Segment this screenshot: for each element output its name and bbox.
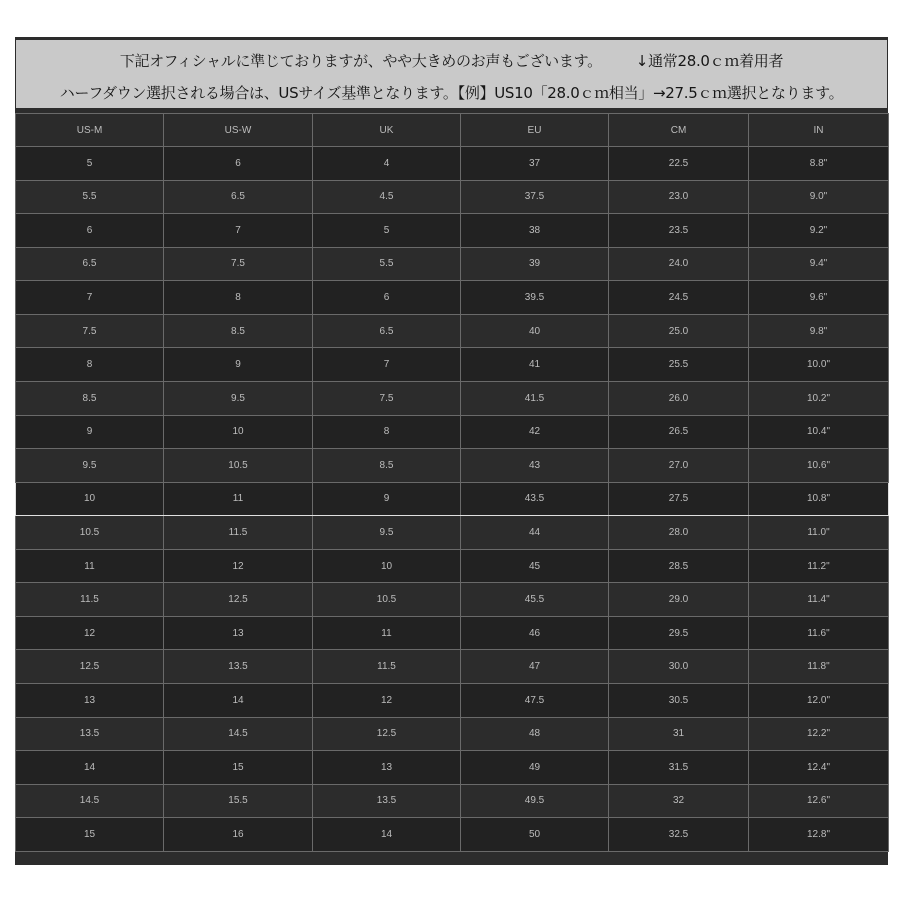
header-us-w: US-W <box>164 114 313 147</box>
cell-in: 9.4" <box>749 247 889 281</box>
cell-uk: 7.5 <box>313 381 461 415</box>
cell-uk: 6.5 <box>313 314 461 348</box>
table-row <box>16 616 889 650</box>
cell-eu: 49 <box>461 751 609 785</box>
size-notice-banner <box>16 40 887 108</box>
cell-us-w: 8 <box>164 281 313 315</box>
cell-in: 11.4" <box>749 583 889 617</box>
cell-us-m: 12 <box>16 616 164 650</box>
notice-line-2: ハーフダウン選択される場合は、USサイズ基準となります。【例】US10「28.0ｃｍ相当」→27.5ｃｍ選択となります。 <box>59 84 844 102</box>
cell-cm: 32.5 <box>609 818 749 852</box>
cell-us-w: 16 <box>164 818 313 852</box>
cell-in: 12.0" <box>749 684 889 718</box>
cell-us-w: 12.5 <box>164 583 313 617</box>
cell-uk: 12 <box>313 684 461 718</box>
cell-eu: 41 <box>461 348 609 382</box>
cell-us-m: 12.5 <box>16 650 164 684</box>
cell-uk: 12.5 <box>313 717 461 751</box>
table-row <box>16 381 889 415</box>
cell-in: 11.8" <box>749 650 889 684</box>
table-row <box>16 717 889 751</box>
cell-in: 9.2" <box>749 214 889 248</box>
cell-us-w: 6 <box>164 147 313 181</box>
cell-us-w: 8.5 <box>164 314 313 348</box>
cell-us-m: 9.5 <box>16 449 164 483</box>
table-row <box>16 314 889 348</box>
cell-uk: 4 <box>313 147 461 181</box>
cell-in: 11.6" <box>749 616 889 650</box>
cell-eu: 49.5 <box>461 784 609 818</box>
cell-in: 10.6" <box>749 449 889 483</box>
cell-uk: 13 <box>313 751 461 785</box>
cell-cm: 24.0 <box>609 247 749 281</box>
cell-us-m: 13.5 <box>16 717 164 751</box>
header-cm: CM <box>609 114 749 147</box>
cell-uk: 9.5 <box>313 516 461 550</box>
cell-cm: 25.0 <box>609 314 749 348</box>
cell-in: 10.4" <box>749 415 889 449</box>
cell-eu: 48 <box>461 717 609 751</box>
cell-uk: 4.5 <box>313 180 461 214</box>
cell-uk: 5.5 <box>313 247 461 281</box>
cell-cm: 29.0 <box>609 583 749 617</box>
cell-cm: 27.0 <box>609 449 749 483</box>
cell-us-m: 13 <box>16 684 164 718</box>
cell-in: 9.8" <box>749 314 889 348</box>
cell-cm: 32 <box>609 784 749 818</box>
cell-us-w: 9 <box>164 348 313 382</box>
cell-us-m: 11.5 <box>16 583 164 617</box>
cell-in: 9.6" <box>749 281 889 315</box>
table-row <box>16 214 889 248</box>
size-table-body <box>16 147 889 852</box>
cell-us-m: 8.5 <box>16 381 164 415</box>
notice-text: 下記オフィシャルに準じておりますが、やや大きめのお声もございます。 <box>119 52 602 70</box>
cell-eu: 44 <box>461 516 609 550</box>
cell-cm: 26.5 <box>609 415 749 449</box>
cell-uk: 11.5 <box>313 650 461 684</box>
cell-us-w: 13.5 <box>164 650 313 684</box>
cell-eu: 37 <box>461 147 609 181</box>
cell-us-m: 7 <box>16 281 164 315</box>
cell-eu: 37.5 <box>461 180 609 214</box>
cell-us-m: 11 <box>16 549 164 583</box>
cell-uk: 14 <box>313 818 461 852</box>
cell-eu: 50 <box>461 818 609 852</box>
cell-in: 11.0" <box>749 516 889 550</box>
cell-eu: 46 <box>461 616 609 650</box>
cell-in: 12.8" <box>749 818 889 852</box>
table-row <box>16 751 889 785</box>
cell-eu: 47.5 <box>461 684 609 718</box>
cell-us-m: 6.5 <box>16 247 164 281</box>
cell-cm: 30.5 <box>609 684 749 718</box>
cell-us-w: 10 <box>164 415 313 449</box>
cell-eu: 41.5 <box>461 381 609 415</box>
cell-in: 12.6" <box>749 784 889 818</box>
cell-cm: 22.5 <box>609 147 749 181</box>
table-row <box>16 449 889 483</box>
cell-cm: 28.5 <box>609 549 749 583</box>
cell-uk: 11 <box>313 616 461 650</box>
cell-eu: 39 <box>461 247 609 281</box>
header-us-m: US-M <box>16 114 164 147</box>
cell-us-m: 15 <box>16 818 164 852</box>
header-eu: EU <box>461 114 609 147</box>
cell-uk: 10.5 <box>313 583 461 617</box>
cell-uk: 9 <box>313 482 461 516</box>
table-row <box>16 180 889 214</box>
cell-in: 11.2" <box>749 549 889 583</box>
cell-eu: 43.5 <box>461 482 609 516</box>
cell-us-w: 6.5 <box>164 180 313 214</box>
table-row <box>16 482 889 516</box>
cell-us-m: 9 <box>16 415 164 449</box>
cell-eu: 47 <box>461 650 609 684</box>
table-row <box>16 516 889 550</box>
cell-us-w: 9.5 <box>164 381 313 415</box>
cell-us-m: 8 <box>16 348 164 382</box>
cell-in: 8.8" <box>749 147 889 181</box>
table-row <box>16 549 889 583</box>
cell-eu: 45 <box>461 549 609 583</box>
cell-in: 12.2" <box>749 717 889 751</box>
cell-cm: 23.5 <box>609 214 749 248</box>
cell-us-m: 14.5 <box>16 784 164 818</box>
cell-cm: 31.5 <box>609 751 749 785</box>
cell-us-w: 12 <box>164 549 313 583</box>
cell-in: 12.4" <box>749 751 889 785</box>
cell-eu: 45.5 <box>461 583 609 617</box>
cell-uk: 8.5 <box>313 449 461 483</box>
cell-uk: 10 <box>313 549 461 583</box>
table-row <box>16 281 889 315</box>
cell-eu: 42 <box>461 415 609 449</box>
cell-us-m: 6 <box>16 214 164 248</box>
cell-us-w: 10.5 <box>164 449 313 483</box>
table-row <box>16 147 889 181</box>
cell-cm: 31 <box>609 717 749 751</box>
table-row <box>16 583 889 617</box>
cell-in: 10.8" <box>749 482 889 516</box>
cell-eu: 39.5 <box>461 281 609 315</box>
cell-us-w: 11 <box>164 482 313 516</box>
cell-eu: 43 <box>461 449 609 483</box>
cell-eu: 38 <box>461 214 609 248</box>
cell-us-m: 10 <box>16 482 164 516</box>
cell-in: 10.2" <box>749 381 889 415</box>
cell-uk: 6 <box>313 281 461 315</box>
table-row <box>16 415 889 449</box>
cell-us-m: 5.5 <box>16 180 164 214</box>
cell-us-w: 7 <box>164 214 313 248</box>
cell-uk: 8 <box>313 415 461 449</box>
cell-us-w: 15 <box>164 751 313 785</box>
cell-uk: 13.5 <box>313 784 461 818</box>
table-row <box>16 247 889 281</box>
notice-note: ↓通常28.0ｃｍ着用者 <box>635 52 784 70</box>
cell-cm: 24.5 <box>609 281 749 315</box>
cell-us-w: 13 <box>164 616 313 650</box>
cell-cm: 23.0 <box>609 180 749 214</box>
cell-us-m: 7.5 <box>16 314 164 348</box>
table-row <box>16 650 889 684</box>
cell-uk: 5 <box>313 214 461 248</box>
cell-in: 10.0" <box>749 348 889 382</box>
cell-us-w: 14.5 <box>164 717 313 751</box>
table-header-row <box>16 114 889 147</box>
table-row <box>16 784 889 818</box>
cell-us-w: 7.5 <box>164 247 313 281</box>
table-row <box>16 818 889 852</box>
notice-line-1 <box>16 50 887 71</box>
cell-us-m: 5 <box>16 147 164 181</box>
cell-cm: 27.5 <box>609 482 749 516</box>
cell-eu: 40 <box>461 314 609 348</box>
cell-cm: 30.0 <box>609 650 749 684</box>
cell-cm: 28.0 <box>609 516 749 550</box>
header-in: IN <box>749 114 889 147</box>
cell-uk: 7 <box>313 348 461 382</box>
cell-in: 9.0" <box>749 180 889 214</box>
cell-cm: 29.5 <box>609 616 749 650</box>
cell-us-w: 15.5 <box>164 784 313 818</box>
cell-us-m: 10.5 <box>16 516 164 550</box>
cell-us-w: 11.5 <box>164 516 313 550</box>
table-row <box>16 348 889 382</box>
size-conversion-table <box>15 113 889 852</box>
table-row <box>16 684 889 718</box>
header-uk: UK <box>313 114 461 147</box>
cell-cm: 25.5 <box>609 348 749 382</box>
cell-us-w: 14 <box>164 684 313 718</box>
cell-us-m: 14 <box>16 751 164 785</box>
cell-cm: 26.0 <box>609 381 749 415</box>
